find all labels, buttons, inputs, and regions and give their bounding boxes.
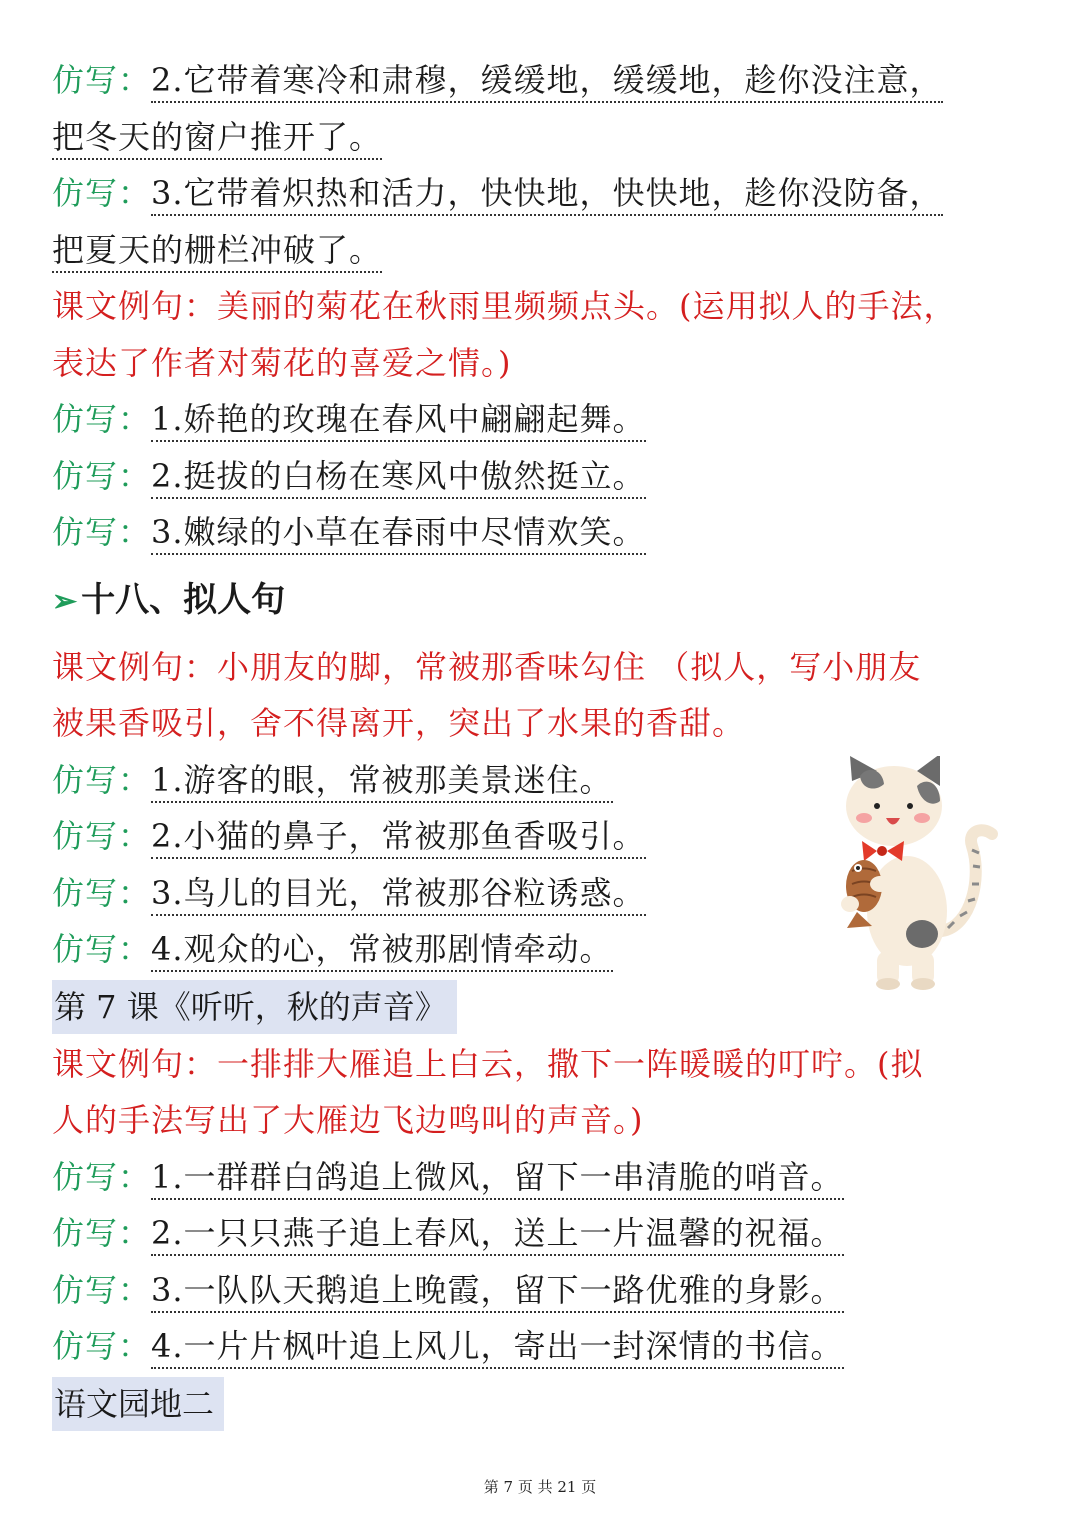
imitation-text-cont: 把冬天的窗户推开了。 — [52, 118, 382, 160]
imitation-text: 3.一队队天鹅追上晚霞，留下一路优雅的身影。 — [151, 1271, 844, 1313]
imitation-label: 仿写： — [52, 1157, 152, 1196]
imitation-text: 2.挺拔的白杨在寒风中傲然挺立。 — [151, 457, 646, 499]
imitation-label: 仿写： — [52, 1270, 152, 1309]
example-sentence — [52, 278, 1032, 335]
imitation-text: 3.嫩绿的小草在春雨中尽情欢笑。 — [151, 513, 646, 555]
imitation-line — [52, 52, 1032, 109]
imitation-label: 仿写： — [52, 174, 152, 212]
example-text-cont: 表达了作者对菊花的喜爱之情。) — [52, 343, 512, 382]
imitation-line — [52, 1318, 1032, 1375]
imitation-text: 3.鸟儿的目光，常被那谷粒诱惑。 — [151, 874, 646, 916]
example-label: 课文例句： — [52, 287, 218, 325]
imitation-line-cont — [52, 222, 1032, 279]
example-label: 课文例句： — [52, 647, 218, 686]
imitation-text: 4.一片片枫叶追上风儿，寄出一封深情的书信。 — [151, 1327, 844, 1369]
section-heading — [52, 565, 1032, 637]
imitation-label: 仿写： — [52, 873, 152, 912]
imitation-text: 1.娇艳的玫瑰在春风中翩翩起舞。 — [151, 400, 646, 442]
imitation-text: 2.它带着寒冷和肃穆，缓缓地，缓缓地，趁你没注意， — [151, 61, 943, 103]
imitation-line — [52, 1149, 1032, 1206]
example-label: 课文例句： — [52, 1044, 218, 1083]
imitation-line — [52, 165, 1032, 222]
cat-illustration — [822, 756, 1002, 991]
example-text-cont: 人的手法写出了大雁边飞边鸣叫的声音。) — [52, 1101, 644, 1139]
imitation-line — [52, 448, 1032, 505]
example-text-cont: 被果香吸引，舍不得离开，突出了水果的香甜。 — [52, 704, 746, 742]
arrow-icon: ➢ — [52, 583, 78, 619]
imitation-label: 仿写： — [52, 456, 152, 495]
example-text: 美丽的菊花在秋雨里频频点头。(运用拟人的手法， — [217, 287, 957, 325]
imitation-label: 仿写： — [52, 930, 152, 968]
imitation-line — [52, 504, 1032, 561]
garden-heading: 语文园地二 — [52, 1377, 224, 1431]
example-text: 小朋友的脚，常被那香味勾住 （拟人，写小朋友 — [217, 647, 922, 686]
imitation-text: 2.一只只燕子追上春风，送上一片温馨的祝福。 — [151, 1214, 844, 1256]
imitation-line — [52, 391, 1032, 448]
section-title: 十八、拟人句 — [81, 579, 286, 620]
example-sentence-cont — [52, 695, 1032, 752]
imitation-label: 仿写： — [52, 400, 152, 438]
example-sentence — [52, 639, 1032, 696]
example-text: 一排排大雁追上白云，撒下一阵暖暖的叮咛。(拟 — [217, 1044, 924, 1083]
example-sentence-cont — [52, 335, 1032, 392]
lesson-heading: 第 7 课《听听，秋的声音》 — [52, 980, 457, 1034]
imitation-line-cont — [52, 109, 1032, 166]
imitation-text: 1.游客的眼，常被那美景迷住。 — [151, 761, 613, 803]
imitation-label: 仿写： — [52, 513, 152, 551]
imitation-label: 仿写： — [52, 61, 152, 99]
example-sentence-cont — [52, 1092, 1032, 1149]
example-sentence — [52, 1036, 1032, 1093]
page-footer: 第 7 页 共 21 页 — [483, 1478, 597, 1496]
imitation-text-cont: 把夏天的栅栏冲破了。 — [52, 231, 382, 273]
imitation-text: 4.观众的心，常被那剧情牵动。 — [151, 930, 613, 972]
imitation-line — [52, 1262, 1032, 1319]
imitation-label: 仿写： — [52, 1327, 152, 1365]
imitation-line — [52, 1205, 1032, 1262]
document-body — [52, 52, 1032, 1431]
imitation-label: 仿写： — [52, 1214, 152, 1252]
imitation-text: 3.它带着炽热和活力，快快地，快快地，趁你没防备， — [151, 174, 943, 216]
imitation-text: 1.一群群白鸽追上微风，留下一串清脆的哨音。 — [151, 1158, 844, 1200]
imitation-label: 仿写： — [52, 817, 152, 855]
garden-heading-row — [52, 1377, 1032, 1431]
imitation-text: 2.小猫的鼻子，常被那鱼香吸引。 — [151, 817, 646, 859]
imitation-label: 仿写： — [52, 760, 152, 799]
